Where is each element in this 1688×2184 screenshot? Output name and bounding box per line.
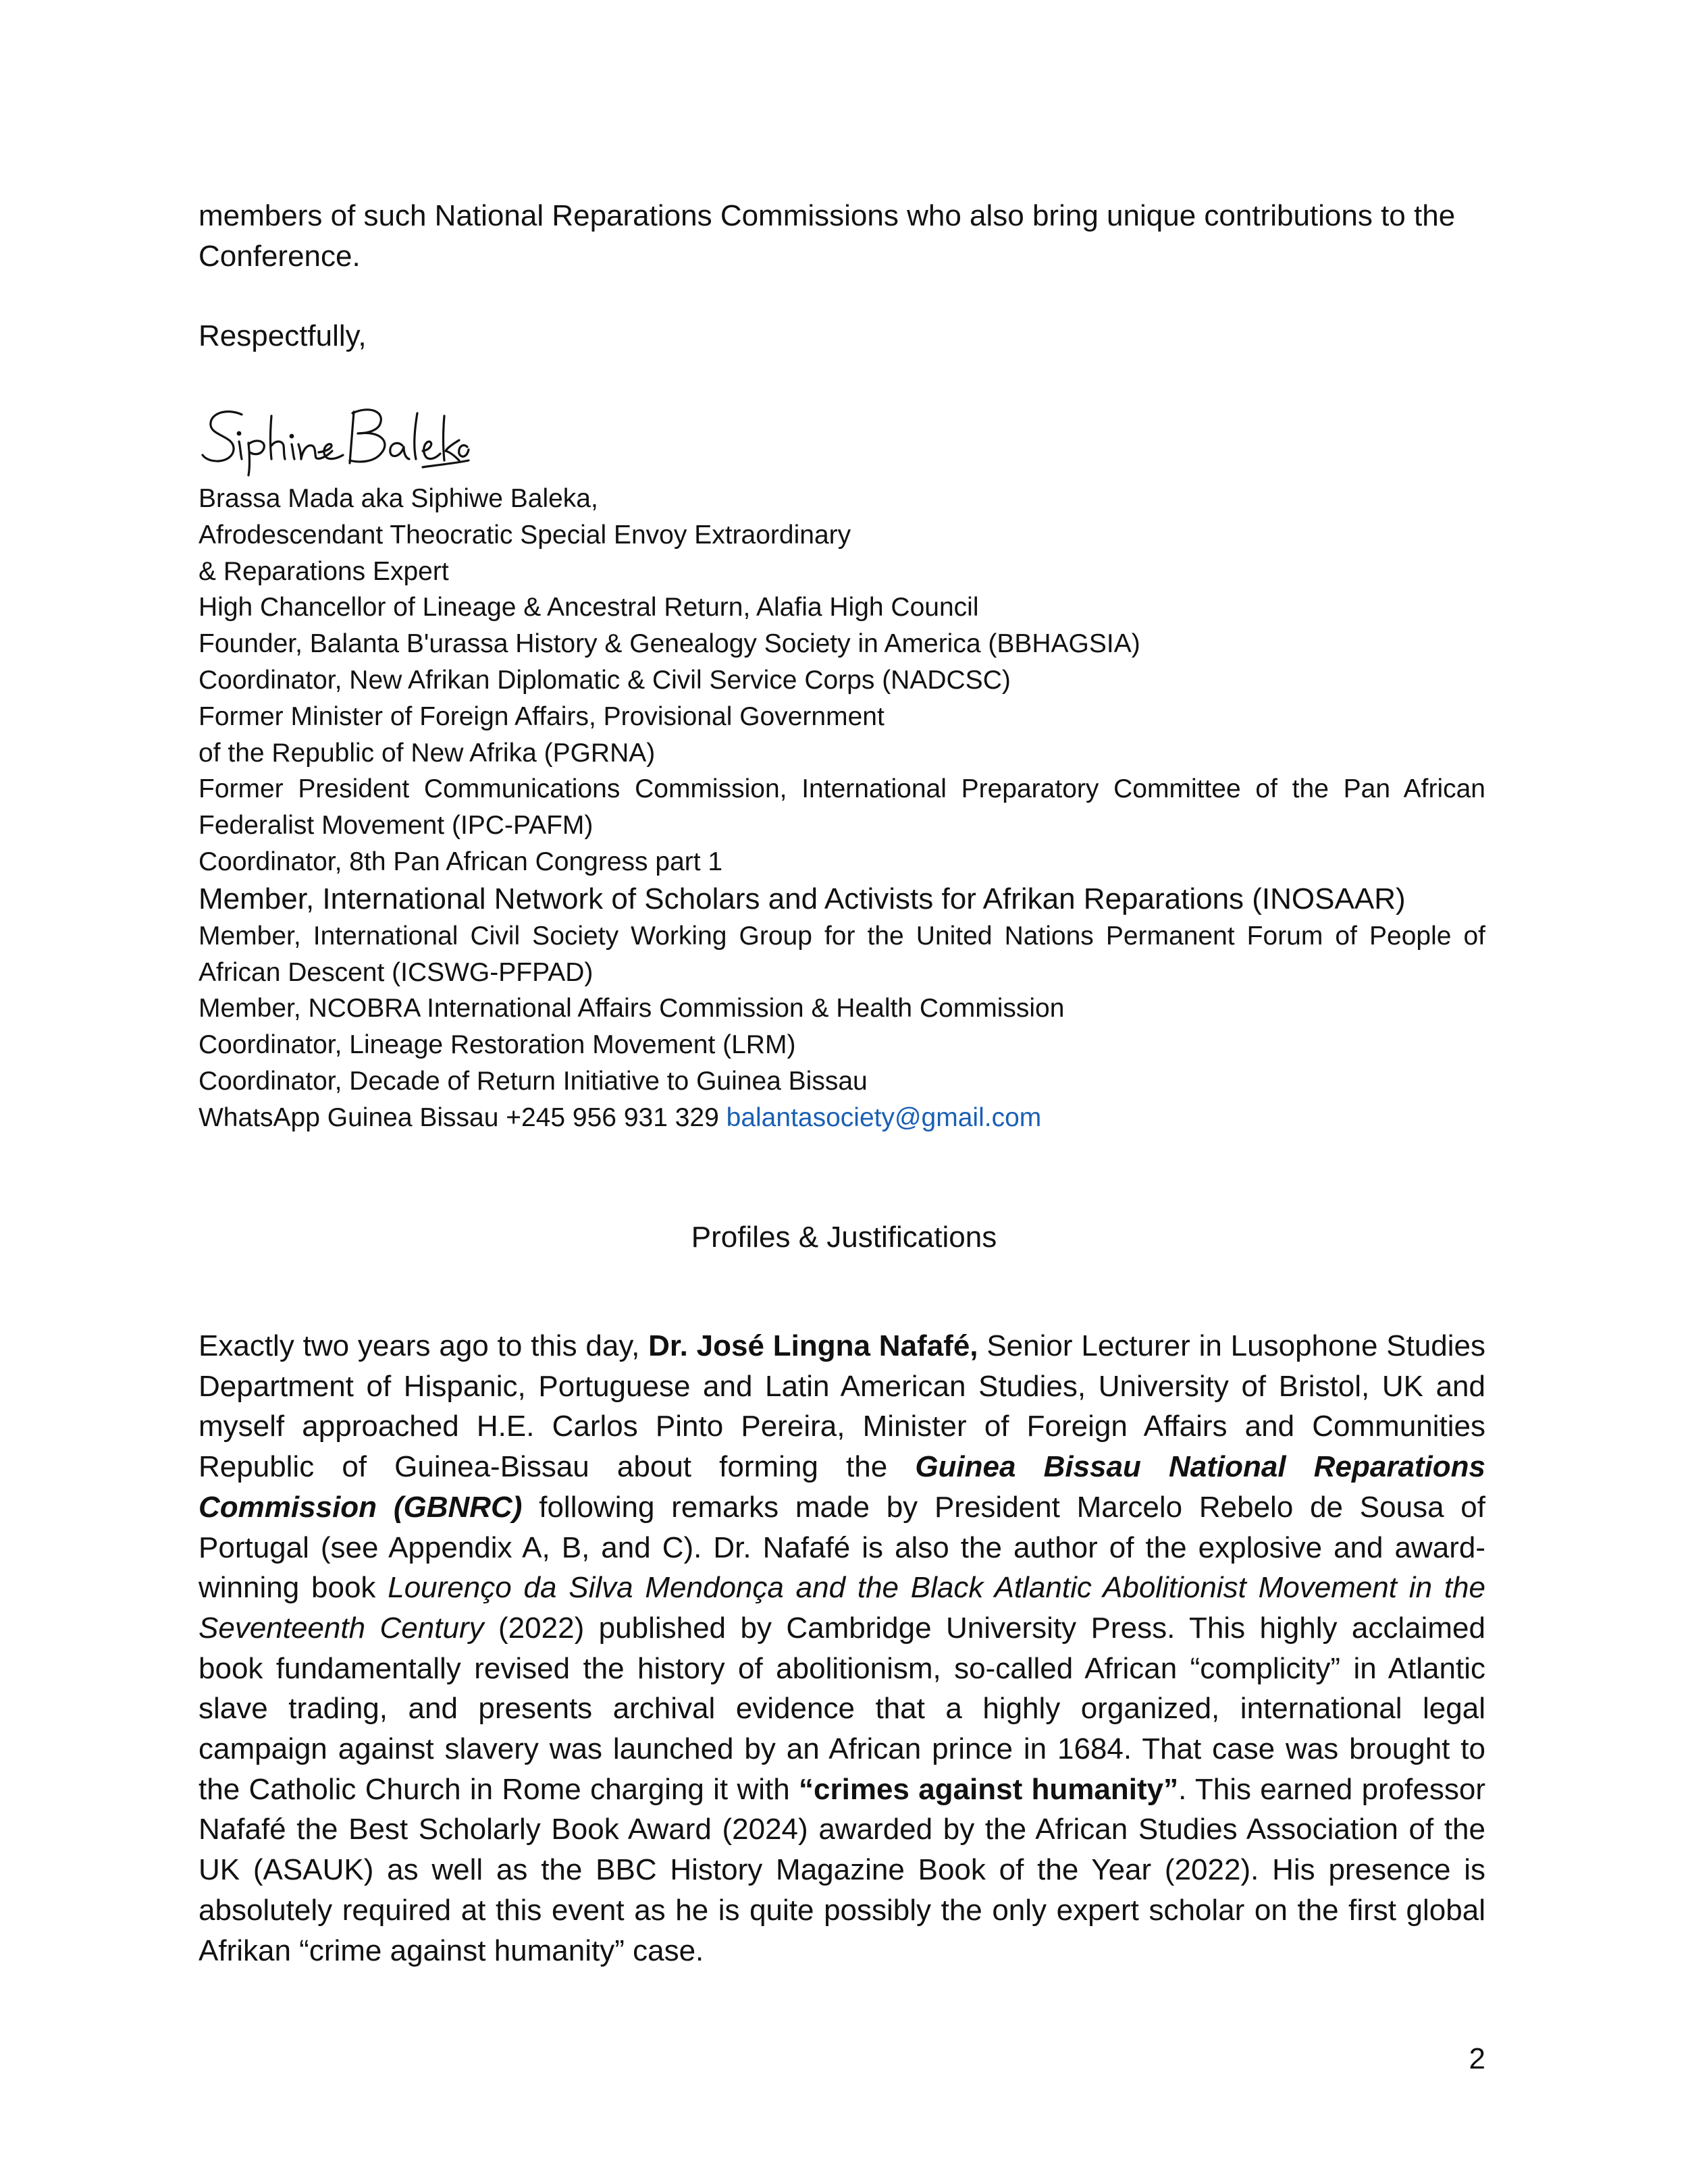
body-bold-italic-commission: Guinea Bissau National Reparations Commission (GBNRC) [199,1450,1486,1524]
body-paragraph [199,1326,1485,1971]
body-text: (2022) published by Cambridge University Press. This highly acclaimed book fundamentally revised the history of abolitionism, so-called African “complicity” in Atlantic slave trading, and presents archival evidence that a highly organized, international legal campaign against slavery was launched by an African prince in 1684. That case was brought to the Catholic Church in Rome charging it with [199,1611,1485,1806]
signature-line: Member, International Civil Society Working Group for the United Nations Permanent Forum of People of African Descent (ICSWG-PFPAD) [199,921,1485,987]
signature-line: & Reparations Expert [199,556,449,586]
email-link[interactable]: balantasociety@gmail.com [726,1102,1042,1132]
signature-block [199,481,1485,1136]
signature-line: Coordinator, Decade of Return Initiative to Guinea Bissau [199,1066,868,1096]
signature-line: Member, NCOBRA International Affairs Commission & Health Commission [199,994,1065,1023]
section-heading: Profiles & Justifications [691,1221,997,1254]
signature-line: of the Republic of New Afrika (PGRNA) [199,738,656,768]
signature-line: Coordinator, Lineage Restoration Movement (LRM) [199,1030,796,1060]
signature-line: Founder, Balanta B'urassa History & Genealogy Society in America (BBHAGSIA) [199,629,1140,659]
signature-line: Former President Communications Commission, International Preparatory Committee of the Pan African Federalist Movement (IPC-PAFM) [199,774,1485,841]
body-text: Senior Lecturer in Lusophone Studies Department of Hispanic, Portuguese and Latin American Studies, University of Bristol, UK and myself approached H.E. Carlos Pinto Pereira, Minister of Foreign Affairs and Communities Republic of Guinea-Bissau about forming the [199,1329,1486,1484]
intro-paragraph: members of such National Reparations Commissions who also bring unique contributions to the Conference. [199,199,1456,273]
page-number: 2 [1469,2042,1485,2075]
handwritten-signature [200,402,470,477]
body-text: . This earned professor Nafafé the Best Scholarly Book Award (2024) awarded by the African Studies Association of the UK (ASAUK) as well as the BBC History Magazine Book of the Year (2022). His presence is absolutely required at this event as he is quite possibly the only expert scholar on the first global Afrikan “crime against humanity” case. [199,1772,1485,1967]
body-bold-phrase: “crimes against humanity” [799,1772,1179,1806]
contact-line [199,1100,1485,1136]
closing-salutation: Respectfully, [199,319,367,352]
body-bold-name: Dr. José Lingna Nafafé, [648,1329,978,1362]
signature-line: Coordinator, 8th Pan African Congress part 1 [199,847,723,876]
signature-line: Member, International Network of Scholars and Activists for Afrikan Reparations (INOSAAR) [199,882,1406,915]
signature-line: Former Minister of Foreign Affairs, Provisional Government [199,701,885,731]
signature-line: High Chancellor of Lineage & Ancestral Return, Alafia High Council [199,593,979,622]
contact-phone: WhatsApp Guinea Bissau +245 956 931 329 [199,1102,727,1132]
body-text: following remarks made by President Marcelo Rebelo de Sousa of Portugal (see Appendix A, B, and C). Dr. Nafafé is also the author of the explosive and award-winning book [199,1490,1486,1605]
signature-line: Afrodescendant Theocratic Special Envoy Extraordinary [199,520,851,550]
body-italic-book-title: Lourenço da Silva Mendonça and the Black Atlantic Abolitionist Movement in the Seventeenth Century [199,1571,1485,1645]
signature-line: Brassa Mada aka Siphiwe Baleka, [199,484,598,513]
body-text: Exactly two years ago to this day, [199,1329,649,1362]
signature-line: Coordinator, New Afrikan Diplomatic & Civil Service Corps (NADCSC) [199,665,1011,695]
